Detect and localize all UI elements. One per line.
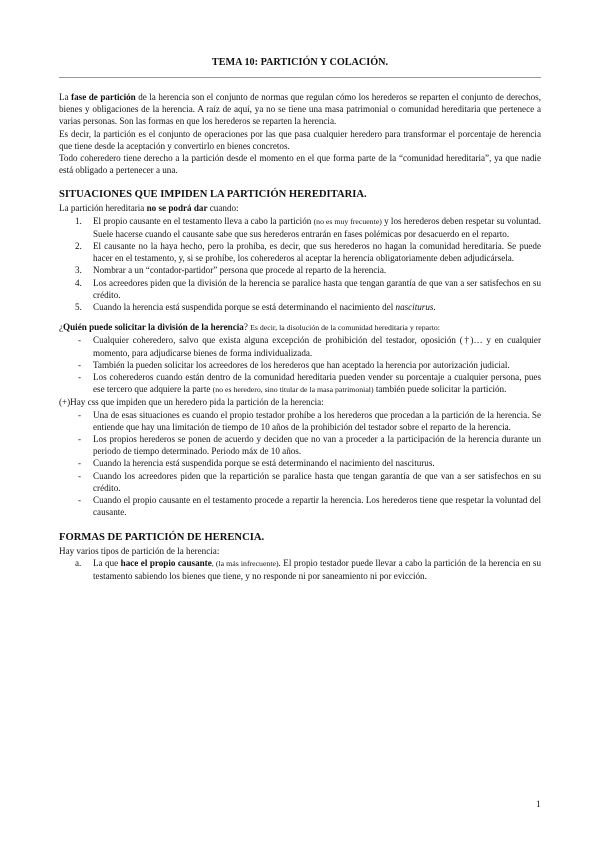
- list-item: - Los coherederos cuando están dentro de la comunidad hereditaria pueden vender su porcentaje a cualquier persona, pues ese tercero que adquiere la parte (no es heredero, sino titular de la masa patrimonial) también puede solicitar la partición.: [59, 371, 541, 396]
- formas-list: [59, 557, 541, 582]
- page-number: 1: [536, 800, 541, 810]
- list-item: 2. El causante no la haya hecho, pero la prohíba, es decir, que sus herederos no hagan la comunidad hereditaria. Se puede hacer en el testamento, y, si se prohíbe, los coherederos al aceptar la herencia obligatoriamente deben adjudicársela.: [75, 241, 541, 264]
- title-divider: [59, 77, 541, 78]
- section3-lead: Hay varios tipos de partición de la herencia:: [59, 545, 220, 556]
- intro-paragraph-2: Es decir, la partición es el conjunto de operaciones por las que pasa cualquier heredero para transformar el porcentaje de herencia que tiene desde la aceptación y convertirlo en bienes concretos.: [59, 128, 541, 151]
- section-heading-formas: FORMAS DE PARTICIÓN DE HERENCIA.: [59, 531, 265, 543]
- list-item: - Cualquier coheredero, salvo que exista alguna excepción de prohibición del testador, oposición (†)… y en cualquier momento, para adjudicarse bienes de forma individualizada.: [59, 334, 541, 358]
- list-item: - Los propios herederos se ponen de acuerdo y deciden que no van a proceder a la participación de la herencia durante un periodo de tiempo determinado. Periodo máx de 10 años.: [59, 433, 541, 457]
- intro-bold-term: fase de partición: [71, 92, 136, 102]
- list-item: 4. Los acreedores piden que la división de la herencia se paralice hasta que tengan garantía de que van a ser satisfechos en su crédito.: [75, 277, 541, 300]
- intro-paragraph-3: Todo coheredero tiene derecho a la partición desde el momento en el que forma parte de la “comunidad hereditaria”, ya que nadie está obligado a pertenecer a una.: [59, 153, 541, 176]
- impedimentos-list: [59, 409, 541, 519]
- list-item: a. La que hace el propio causante, (la más infrecuente). El propio testador puede llevar a cabo la partición de la herencia en su testamento sabiendo los bienes que tiene, y no responde ni por saneamiento ni por evicción.: [75, 557, 541, 581]
- list-item: - Cuando los acreedores piden que la repartición se paralice hasta que tengan garantía de que van a ser satisfechos en su crédito.: [59, 470, 541, 494]
- situaciones-list: [59, 215, 541, 314]
- list-item: - También la pueden solicitar los acreedores de los herederos que han aceptado la herencia por autorización judicial.: [59, 359, 541, 371]
- section1-lead: La partición hereditaria no se podrá dar cuando:: [59, 203, 239, 214]
- document-body: [59, 56, 541, 582]
- list-item: 1. El propio causante en el testamento lleva a cabo la partición (no es muy frecuente) y los herederos deben respetar su voluntad. Suele hacerse cuando el causante sabe que sus herederos entrarán en fases polémicas por desacuerdo en el reparto.: [75, 215, 541, 239]
- intro-paragraph-1: La fase de partición de la herencia son el conjunto de normas que regulan cómo los herederos se reparten el conjunto de derechos, bienes y obligaciones de la herencia. A raíz de aquí, ya no se tiene una masa patrimonial o comunidad hereditaria que pertenece a varias personas. Son las formas en que los herederos se reparten la herencia.: [59, 92, 541, 127]
- section2-question: ¿Quién puede solicitar la división de la herencia? Es decir, la disolución de la comunidad hereditaria y reparto:: [59, 322, 440, 333]
- solicitantes-list: [59, 334, 541, 396]
- section2-note: (+)Hay css que impiden que un heredero pida la partición de la herencia:: [59, 397, 324, 408]
- list-item: - Una de esas situaciones es cuando el propio testador prohíbe a los herederos que procedan a la partición de la herencia. Se entiende que hay una limitación de tiempo de 10 años de la prohibición del testador sobre el reparto de la herencia.: [59, 409, 541, 433]
- list-item: 5. Cuando la herencia está suspendida porque se está determinando el nacimiento del nasciturus.: [75, 302, 436, 313]
- document-title: TEMA 10: PARTICIÓN Y COLACIÓN.: [211, 57, 389, 68]
- list-item: - Cuando la herencia está suspendida porque se está determinando el nacimiento del nasciturus.: [59, 457, 541, 469]
- section-heading-situaciones: SITUACIONES QUE IMPIDEN LA PARTICIÓN HEREDITARIA.: [59, 189, 367, 201]
- list-item: 3. Nombrar a un “contador-partidor” persona que procede al reparto de la herencia.: [75, 265, 387, 276]
- list-item: - Cuando el propio causante en el testamento procede a repartir la herencia. Los herederos tiene que respetar la voluntad del causante.: [59, 494, 541, 518]
